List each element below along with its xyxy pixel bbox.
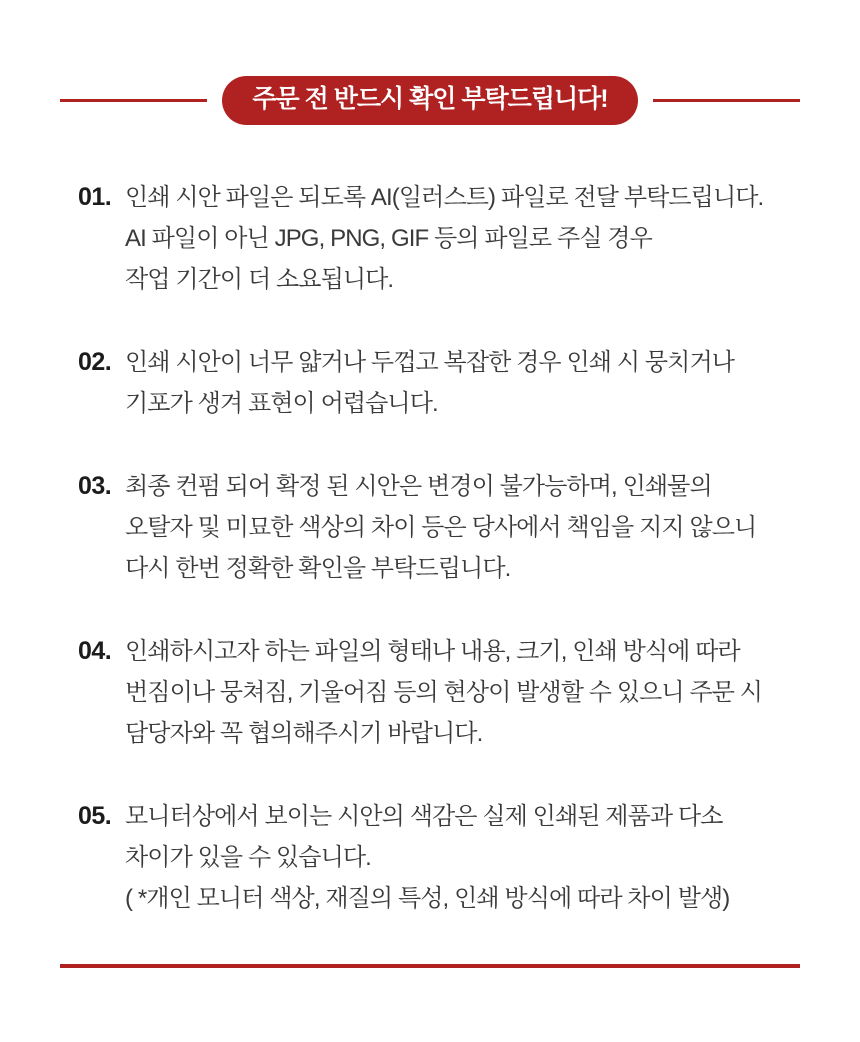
notice-line: 기포가 생겨 표현이 어렵습니다.	[125, 390, 438, 417]
notice-line: 인쇄하시고자 하는 파일의 형태나 내용, 크기, 인쇄 방식에 따라	[125, 638, 740, 665]
notice-item-number: 04.	[78, 637, 112, 665]
notice-line: 담당자와 꼭 협의해주시기 바랍니다.	[125, 720, 483, 747]
notice-item-number: 02.	[78, 348, 112, 376]
header-left-divider	[60, 99, 207, 102]
notice-line: ( *개인 모니터 색상, 재질의 특성, 인쇄 방식에 따라 차이 발생)	[125, 885, 730, 912]
notice-line: 차이가 있을 수 있습니다.	[125, 844, 371, 871]
notice-item-01	[78, 177, 810, 300]
notice-item-02	[78, 342, 810, 424]
notice-item-text	[125, 177, 810, 300]
notice-line: 인쇄 시안 파일은 되도록 AI(일러스트) 파일로 전달 부탁드립니다.	[125, 184, 764, 211]
notice-item-number: 01.	[78, 183, 112, 211]
notice-item-05	[78, 796, 810, 919]
notice-item-number: 05.	[78, 802, 112, 830]
notice-line: 작업 기간이 더 소요됩니다.	[125, 266, 394, 293]
notice-line: 다시 한번 정확한 확인을 부탁드립니다.	[125, 555, 511, 582]
notice-item-text	[125, 466, 810, 589]
notice-header	[0, 0, 860, 125]
notice-item-text	[125, 342, 810, 424]
notice-line: 오탈자 및 미묘한 색상의 차이 등은 당사에서 책임을 지지 않으니	[125, 514, 757, 541]
notice-badge-label: 주문 전 반드시 확인 부탁드립니다!	[252, 85, 608, 113]
bottom-divider	[60, 964, 800, 968]
notice-line: 모니터상에서 보이는 시안의 색감은 실제 인쇄된 제품과 다소	[125, 803, 723, 830]
notice-item-text	[125, 796, 810, 919]
notice-item-text	[125, 631, 810, 754]
notice-line: AI 파일이 아닌 JPG, PNG, GIF 등의 파일로 주실 경우	[125, 225, 652, 252]
notice-item-number: 03.	[78, 472, 112, 500]
notice-item-04	[78, 631, 810, 754]
notice-line: 번짐이나 뭉쳐짐, 기울어짐 등의 현상이 발생할 수 있으니 주문 시	[125, 679, 763, 706]
notice-item-03	[78, 466, 810, 589]
notice-line: 인쇄 시안이 너무 얇거나 두껍고 복잡한 경우 인쇄 시 뭉치거나	[125, 349, 735, 376]
notice-badge	[222, 76, 637, 125]
header-right-divider	[653, 99, 800, 102]
notice-list	[78, 177, 810, 919]
notice-line: 최종 컨펌 되어 확정 된 시안은 변경이 불가능하며, 인쇄물의	[125, 473, 712, 500]
